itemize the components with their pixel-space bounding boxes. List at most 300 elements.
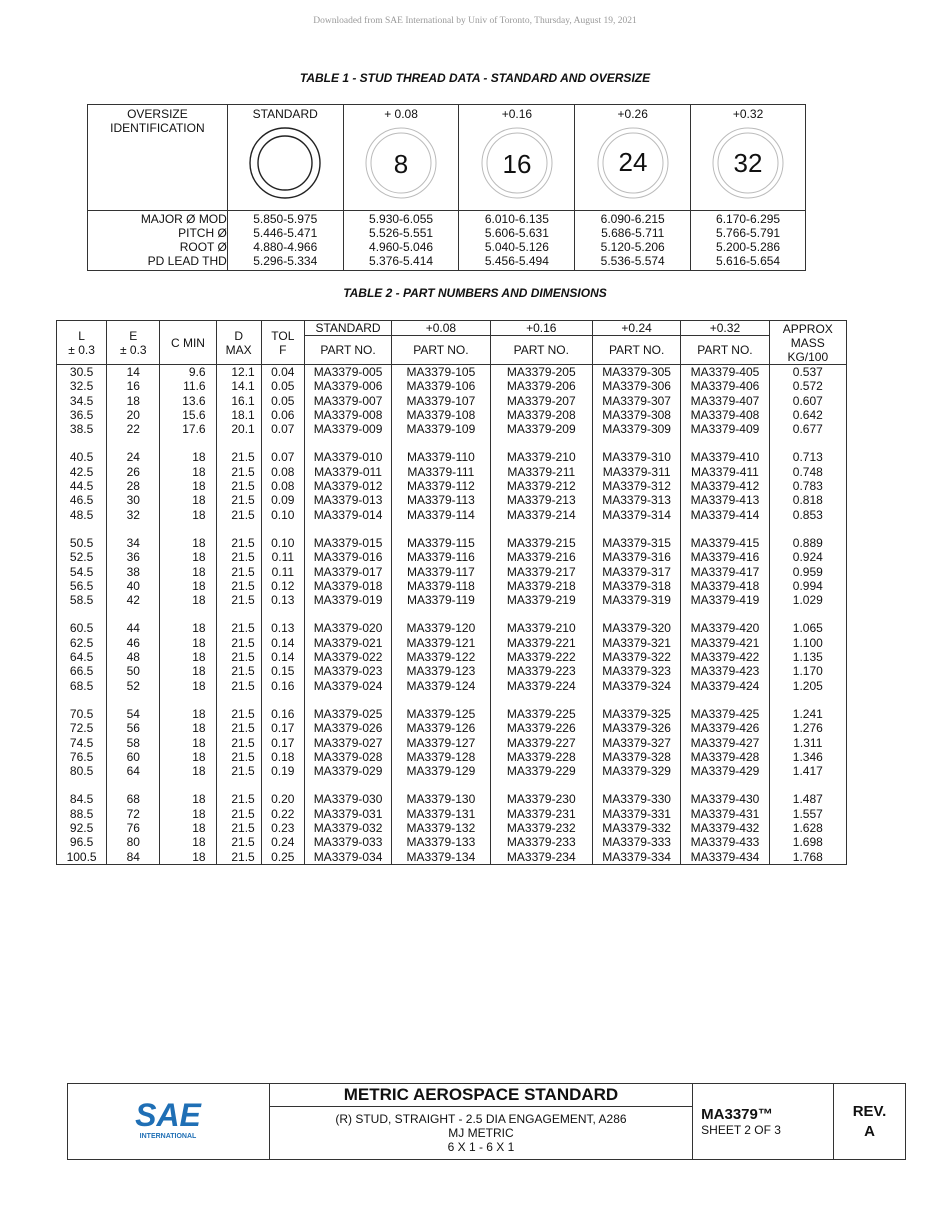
cell-L: 96.5: [57, 835, 107, 849]
col-head-TOL: [261, 321, 304, 365]
oversize-24-values: [575, 211, 691, 271]
cell-oversize-16-partno: MA3379-210: [490, 621, 592, 635]
cell-oversize-16-partno: MA3379-210: [490, 450, 592, 464]
cell-oversize-24-partno: MA3379-318: [592, 579, 680, 593]
spacer-cell: [304, 436, 391, 450]
cell-oversize-16-partno: MA3379-219: [490, 593, 592, 607]
table-row: [57, 664, 847, 678]
cell-standard-partno: MA3379-010: [304, 450, 391, 464]
spacer-cell: [107, 607, 160, 621]
value-cell: 5.526-5.551: [369, 226, 434, 240]
cell-oversize-32-partno: MA3379-413: [681, 493, 769, 507]
cell-oversize-24-partno: MA3379-314: [592, 508, 680, 522]
cell-L: 34.5: [57, 394, 107, 408]
cell-C: 18: [160, 821, 216, 835]
value-cell: 6.090-6.215: [600, 212, 665, 226]
cell-C: 18: [160, 792, 216, 806]
cell-standard-partno: MA3379-015: [304, 536, 391, 550]
cell-C: 13.6: [160, 394, 216, 408]
cell-oversize-32-partno: MA3379-422: [681, 650, 769, 664]
spacer-cell: [490, 522, 592, 536]
value-cell: 5.536-5.574: [600, 254, 665, 268]
col-head-subtext: ± 0.3: [119, 342, 147, 357]
spacer-cell: [107, 522, 160, 536]
cell-C: 18: [160, 536, 216, 550]
cell-L: 40.5: [57, 450, 107, 464]
thread-dimension-values-row: [88, 211, 806, 271]
cell-mass: 1.029: [769, 593, 846, 607]
cell-oversize-32-partno: MA3379-420: [681, 621, 769, 635]
cell-oversize-08-partno: MA3379-123: [392, 664, 490, 678]
sae-logo-subtext: INTERNATIONAL: [140, 1133, 197, 1140]
value-cell: 5.296-5.334: [253, 254, 318, 268]
cell-oversize-16-partno: MA3379-230: [490, 792, 592, 806]
cell-TOL: 0.09: [261, 493, 304, 507]
cell-oversize-24-partno: MA3379-309: [592, 422, 680, 436]
cell-TOL: 0.07: [261, 422, 304, 436]
cell-oversize-32-partno: MA3379-423: [681, 664, 769, 678]
cell-oversize-32-partno: MA3379-431: [681, 807, 769, 821]
revision-value: A: [864, 1122, 875, 1140]
cell-oversize-16-partno: MA3379-228: [490, 750, 592, 764]
cell-oversize-24-partno: MA3379-323: [592, 664, 680, 678]
standard-column-head: [227, 105, 343, 211]
cell-oversize-16-partno: MA3379-233: [490, 835, 592, 849]
cell-D: 21.5: [216, 664, 261, 678]
spacer-cell: [216, 693, 261, 707]
spacer-cell: [769, 607, 846, 621]
cell-oversize-32-partno: MA3379-427: [681, 736, 769, 750]
cell-oversize-08-partno: MA3379-131: [392, 807, 490, 821]
spacer-cell: [160, 778, 216, 792]
oversize-16-marking-icon: [479, 125, 555, 201]
cell-TOL: 0.24: [261, 835, 304, 849]
cell-oversize-16-partno: MA3379-215: [490, 536, 592, 550]
col-head-partno: PART NO.: [304, 336, 391, 365]
cell-C: 18: [160, 707, 216, 721]
spacer-cell: [769, 522, 846, 536]
spacer-cell: [681, 693, 769, 707]
cell-oversize-32-partno: MA3379-414: [681, 508, 769, 522]
oversize-identification-row: [88, 105, 806, 211]
table-row: [57, 550, 847, 564]
spacer-cell: [261, 693, 304, 707]
col-head-oversize-16: +0.16: [490, 321, 592, 336]
cell-L: 36.5: [57, 408, 107, 422]
value-cell: 5.766-5.791: [716, 226, 781, 240]
cell-standard-partno: MA3379-012: [304, 479, 391, 493]
value-cell: 5.200-5.286: [716, 240, 781, 254]
cell-mass: 1.276: [769, 721, 846, 735]
cell-TOL: 0.16: [261, 679, 304, 693]
cell-oversize-16-partno: MA3379-209: [490, 422, 592, 436]
spacer-cell: [160, 693, 216, 707]
cell-mass: 0.924: [769, 550, 846, 564]
cell-C: 18: [160, 736, 216, 750]
cell-C: 18: [160, 508, 216, 522]
cell-standard-partno: MA3379-027: [304, 736, 391, 750]
group-spacer: [57, 522, 847, 536]
cell-oversize-32-partno: MA3379-407: [681, 394, 769, 408]
cell-oversize-32-partno: MA3379-426: [681, 721, 769, 735]
cell-E: 18: [107, 394, 160, 408]
table2-header-row-1: [57, 321, 847, 336]
cell-L: 66.5: [57, 664, 107, 678]
cell-oversize-08-partno: MA3379-110: [392, 450, 490, 464]
row-label-root: ROOT Ø: [179, 240, 227, 254]
table-row: [57, 764, 847, 778]
table-row: [57, 465, 847, 479]
table-row: [57, 792, 847, 806]
cell-C: 18: [160, 850, 216, 865]
oversize-mark-text: 32: [733, 148, 763, 178]
cell-oversize-16-partno: MA3379-206: [490, 379, 592, 393]
cell-standard-partno: MA3379-005: [304, 365, 391, 380]
cell-D: 21.5: [216, 707, 261, 721]
cell-E: 30: [107, 493, 160, 507]
cell-oversize-08-partno: MA3379-115: [392, 536, 490, 550]
cell-oversize-08-partno: MA3379-129: [392, 764, 490, 778]
cell-TOL: 0.14: [261, 636, 304, 650]
cell-TOL: 0.18: [261, 750, 304, 764]
cell-oversize-24-partno: MA3379-322: [592, 650, 680, 664]
cell-oversize-32-partno: MA3379-415: [681, 536, 769, 550]
cell-E: 40: [107, 579, 160, 593]
cell-standard-partno: MA3379-025: [304, 707, 391, 721]
cell-oversize-32-partno: MA3379-405: [681, 365, 769, 380]
cell-oversize-24-partno: MA3379-334: [592, 850, 680, 865]
cell-standard-partno: MA3379-008: [304, 408, 391, 422]
cell-oversize-24-partno: MA3379-317: [592, 565, 680, 579]
col-head-subtext: KG/100: [787, 349, 829, 364]
table-row: [57, 394, 847, 408]
cell-E: 24: [107, 450, 160, 464]
cell-oversize-16-partno: MA3379-208: [490, 408, 592, 422]
cell-E: 16: [107, 379, 160, 393]
table-row: [57, 579, 847, 593]
col-head-oversize-24: +0.24: [592, 321, 680, 336]
cell-L: 30.5: [57, 365, 107, 380]
col-head-subtext: ± 0.3: [68, 342, 95, 357]
sae-logo-cell: [68, 1084, 270, 1160]
table-row: [57, 479, 847, 493]
cell-oversize-32-partno: MA3379-416: [681, 550, 769, 564]
spacer-cell: [107, 693, 160, 707]
cell-L: 38.5: [57, 422, 107, 436]
cell-TOL: 0.04: [261, 365, 304, 380]
cell-mass: 0.889: [769, 536, 846, 550]
cell-D: 21.5: [216, 764, 261, 778]
cell-standard-partno: MA3379-009: [304, 422, 391, 436]
cell-TOL: 0.16: [261, 707, 304, 721]
cell-mass: 1.100: [769, 636, 846, 650]
cell-L: 84.5: [57, 792, 107, 806]
spacer-cell: [216, 522, 261, 536]
cell-L: 50.5: [57, 536, 107, 550]
oversize-16-column-head: [459, 105, 575, 211]
col-head-text: TOL: [271, 328, 295, 343]
cell-oversize-32-partno: MA3379-411: [681, 465, 769, 479]
table-row: [57, 379, 847, 393]
cell-TOL: 0.07: [261, 450, 304, 464]
cell-D: 21.5: [216, 807, 261, 821]
cell-C: 18: [160, 579, 216, 593]
cell-D: 21.5: [216, 479, 261, 493]
table-row: [57, 721, 847, 735]
spacer-cell: [261, 778, 304, 792]
cell-oversize-32-partno: MA3379-434: [681, 850, 769, 865]
cell-oversize-32-partno: MA3379-419: [681, 593, 769, 607]
cell-TOL: 0.08: [261, 465, 304, 479]
cell-oversize-32-partno: MA3379-418: [681, 579, 769, 593]
cell-oversize-08-partno: MA3379-132: [392, 821, 490, 835]
cell-E: 64: [107, 764, 160, 778]
col-head-partno: PART NO.: [392, 336, 490, 365]
spacer-cell: [592, 607, 680, 621]
cell-oversize-08-partno: MA3379-109: [392, 422, 490, 436]
cell-oversize-08-partno: MA3379-107: [392, 394, 490, 408]
cell-E: 52: [107, 679, 160, 693]
cell-oversize-16-partno: MA3379-212: [490, 479, 592, 493]
cell-D: 21.5: [216, 493, 261, 507]
spacer-cell: [160, 522, 216, 536]
oversize-identification-label: [88, 105, 228, 211]
cell-oversize-08-partno: MA3379-134: [392, 850, 490, 865]
table-row: [57, 850, 847, 865]
cell-mass: 1.346: [769, 750, 846, 764]
cell-E: 84: [107, 850, 160, 865]
table-row: [57, 593, 847, 607]
cell-oversize-24-partno: MA3379-313: [592, 493, 680, 507]
spacer-cell: [769, 693, 846, 707]
cell-C: 9.6: [160, 365, 216, 380]
cell-standard-partno: MA3379-026: [304, 721, 391, 735]
spacer-cell: [592, 436, 680, 450]
cell-oversize-24-partno: MA3379-307: [592, 394, 680, 408]
cell-oversize-16-partno: MA3379-232: [490, 821, 592, 835]
cell-L: 56.5: [57, 579, 107, 593]
cell-oversize-08-partno: MA3379-117: [392, 565, 490, 579]
cell-mass: 1.065: [769, 621, 846, 635]
cell-D: 18.1: [216, 408, 261, 422]
cell-oversize-24-partno: MA3379-319: [592, 593, 680, 607]
standard-marking-icon: [247, 125, 323, 201]
col-head-oversize-32: +0.32: [681, 321, 769, 336]
stud-thread-data-table: [87, 104, 806, 271]
col-head-oversize-08: +0.08: [392, 321, 490, 336]
cell-oversize-16-partno: MA3379-231: [490, 807, 592, 821]
table1-title: TABLE 1 - STUD THREAD DATA - STANDARD AND OVERSIZE: [299, 71, 651, 85]
sae-logo-icon: [133, 1098, 203, 1142]
cell-oversize-16-partno: MA3379-234: [490, 850, 592, 865]
cell-oversize-24-partno: MA3379-325: [592, 707, 680, 721]
oversize-24-column-head: [575, 105, 691, 211]
row-label-pd-lead: PD LEAD THD: [147, 254, 227, 268]
value-cell: 5.456-5.494: [484, 254, 549, 268]
cell-mass: 0.572: [769, 379, 846, 393]
cell-D: 21.5: [216, 821, 261, 835]
value-cell: 5.930-6.055: [369, 212, 434, 226]
table-row: [57, 807, 847, 821]
spacer-cell: [490, 693, 592, 707]
spacer-cell: [57, 436, 107, 450]
value-cell: 5.120-5.206: [600, 240, 665, 254]
cell-oversize-16-partno: MA3379-224: [490, 679, 592, 693]
col-head-text: MASS: [790, 335, 825, 350]
cell-standard-partno: MA3379-028: [304, 750, 391, 764]
cell-D: 21.5: [216, 650, 261, 664]
cell-standard-partno: MA3379-021: [304, 636, 391, 650]
cell-D: 21.5: [216, 508, 261, 522]
cell-TOL: 0.23: [261, 821, 304, 835]
value-cell: 5.446-5.471: [253, 226, 318, 240]
cell-E: 26: [107, 465, 160, 479]
title-block: [67, 1083, 906, 1160]
cell-L: 58.5: [57, 593, 107, 607]
column-head-label: STANDARD: [252, 107, 318, 121]
cell-C: 18: [160, 550, 216, 564]
oversize-08-marking-icon: [363, 125, 439, 201]
spacer-cell: [261, 607, 304, 621]
oversize-08-column-head: [343, 105, 459, 211]
cell-C: 18: [160, 721, 216, 735]
cell-oversize-32-partno: MA3379-430: [681, 792, 769, 806]
cell-C: 18: [160, 835, 216, 849]
spacer-cell: [490, 436, 592, 450]
cell-D: 21.5: [216, 621, 261, 635]
col-head-partno: PART NO.: [592, 336, 680, 365]
table-row: [57, 493, 847, 507]
cell-E: 46: [107, 636, 160, 650]
cell-C: 18: [160, 479, 216, 493]
spacer-cell: [216, 778, 261, 792]
cell-oversize-08-partno: MA3379-126: [392, 721, 490, 735]
oversize-16-values: [459, 211, 575, 271]
document-number-cell: [693, 1084, 834, 1160]
cell-TOL: 0.22: [261, 807, 304, 821]
cell-mass: 0.713: [769, 450, 846, 464]
cell-oversize-16-partno: MA3379-216: [490, 550, 592, 564]
cell-TOL: 0.05: [261, 379, 304, 393]
cell-oversize-32-partno: MA3379-417: [681, 565, 769, 579]
cell-oversize-32-partno: MA3379-412: [681, 479, 769, 493]
cell-D: 21.5: [216, 465, 261, 479]
col-head-text: APPROX: [782, 321, 833, 336]
cell-mass: 1.768: [769, 850, 846, 865]
col-head-standard: STANDARD: [304, 321, 391, 336]
cell-TOL: 0.25: [261, 850, 304, 865]
cell-L: 64.5: [57, 650, 107, 664]
cell-D: 21.5: [216, 550, 261, 564]
cell-C: 18: [160, 764, 216, 778]
cell-mass: 1.487: [769, 792, 846, 806]
value-cell: 4.880-4.966: [253, 240, 318, 254]
cell-oversize-24-partno: MA3379-332: [592, 821, 680, 835]
sheet-number: SHEET 2 OF 3: [701, 1123, 781, 1137]
standard-heading: METRIC AEROSPACE STANDARD: [269, 1084, 692, 1107]
table-row: [57, 621, 847, 635]
cell-L: 80.5: [57, 764, 107, 778]
cell-oversize-16-partno: MA3379-211: [490, 465, 592, 479]
value-cell: 6.170-6.295: [716, 212, 781, 226]
col-head-subtext: F: [279, 342, 287, 357]
cell-C: 18: [160, 679, 216, 693]
spacer-cell: [304, 607, 391, 621]
col-head-text: D: [234, 328, 243, 343]
cell-oversize-16-partno: MA3379-217: [490, 565, 592, 579]
cell-oversize-08-partno: MA3379-111: [392, 465, 490, 479]
cell-D: 16.1: [216, 394, 261, 408]
cell-C: 18: [160, 565, 216, 579]
col-head-text: C MIN: [170, 335, 205, 350]
cell-mass: 1.628: [769, 821, 846, 835]
cell-C: 18: [160, 664, 216, 678]
cell-E: 76: [107, 821, 160, 835]
cell-TOL: 0.20: [261, 792, 304, 806]
cell-E: 48: [107, 650, 160, 664]
oversize-32-marking-icon: [710, 125, 786, 201]
cell-standard-partno: MA3379-013: [304, 493, 391, 507]
cell-oversize-16-partno: MA3379-223: [490, 664, 592, 678]
cell-oversize-08-partno: MA3379-116: [392, 550, 490, 564]
cell-TOL: 0.05: [261, 394, 304, 408]
column-head-label: +0.26: [617, 107, 648, 121]
cell-E: 68: [107, 792, 160, 806]
cell-C: 18: [160, 750, 216, 764]
cell-oversize-24-partno: MA3379-328: [592, 750, 680, 764]
cell-mass: 1.698: [769, 835, 846, 849]
cell-E: 32: [107, 508, 160, 522]
cell-mass: 0.748: [769, 465, 846, 479]
cell-standard-partno: MA3379-029: [304, 764, 391, 778]
cell-L: 62.5: [57, 636, 107, 650]
cell-E: 72: [107, 807, 160, 821]
value-cell: 5.606-5.631: [484, 226, 549, 240]
spacer-cell: [304, 693, 391, 707]
cell-L: 100.5: [57, 850, 107, 865]
spacer-cell: [304, 522, 391, 536]
cell-oversize-08-partno: MA3379-130: [392, 792, 490, 806]
cell-TOL: 0.17: [261, 721, 304, 735]
cell-oversize-32-partno: MA3379-409: [681, 422, 769, 436]
cell-L: 46.5: [57, 493, 107, 507]
cell-oversize-24-partno: MA3379-311: [592, 465, 680, 479]
cell-standard-partno: MA3379-016: [304, 550, 391, 564]
cell-standard-partno: MA3379-034: [304, 850, 391, 865]
document-number: MA3379™: [701, 1106, 773, 1123]
part-description: [269, 1107, 692, 1160]
cell-oversize-24-partno: MA3379-331: [592, 807, 680, 821]
cell-oversize-08-partno: MA3379-122: [392, 650, 490, 664]
cell-E: 14: [107, 365, 160, 380]
cell-oversize-32-partno: MA3379-429: [681, 764, 769, 778]
table-row: [57, 636, 847, 650]
cell-E: 58: [107, 736, 160, 750]
col-head-mass: [769, 321, 846, 365]
column-head-label: + 0.08: [384, 107, 418, 121]
spacer-cell: [57, 607, 107, 621]
oversize-32-values: [691, 211, 806, 271]
corner-label-line1: OVERSIZE: [127, 107, 188, 121]
table2-title: TABLE 2 - PART NUMBERS AND DIMENSIONS: [343, 286, 607, 300]
spacer-cell: [304, 778, 391, 792]
cell-oversize-24-partno: MA3379-306: [592, 379, 680, 393]
table-row: [57, 408, 847, 422]
cell-L: 42.5: [57, 465, 107, 479]
cell-TOL: 0.10: [261, 508, 304, 522]
spacer-cell: [392, 693, 490, 707]
cell-oversize-24-partno: MA3379-305: [592, 365, 680, 380]
